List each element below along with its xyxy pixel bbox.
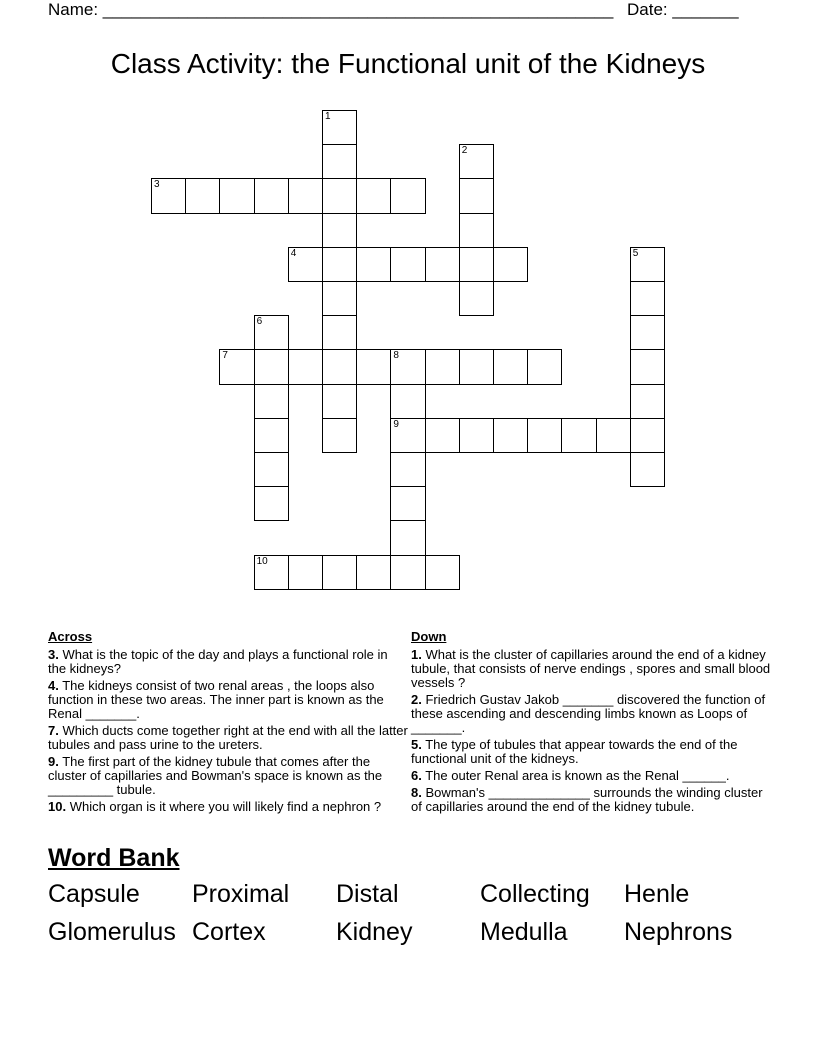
- clue-text: The outer Renal area is known as the Renal ______.: [421, 768, 730, 783]
- crossword-cell[interactable]: [254, 178, 289, 213]
- crossword-cell[interactable]: [390, 418, 425, 453]
- across-clue: [48, 800, 408, 814]
- clue-number-label: 2.: [411, 692, 422, 707]
- page-title: Class Activity: the Functional unit of the Kidneys: [110, 48, 706, 79]
- crossword-cell[interactable]: [493, 349, 528, 384]
- word-bank-word: Nephrons: [624, 918, 733, 946]
- name-line: Name: ______________________________________________________: [48, 0, 614, 19]
- crossword-cell[interactable]: [322, 349, 357, 384]
- across-clue: [48, 724, 408, 752]
- word-bank-word: Glomerulus: [48, 918, 176, 946]
- clue-number-label: 1.: [411, 647, 422, 662]
- crossword-cell[interactable]: [288, 247, 323, 282]
- clue-number-label: 5.: [411, 737, 422, 752]
- crossword-cell[interactable]: [322, 281, 357, 316]
- across-clue-list: [48, 648, 408, 814]
- crossword-cell[interactable]: [356, 247, 391, 282]
- crossword-cell[interactable]: [322, 178, 357, 213]
- clue-text: Which organ is it where you will likely find a nephron ?: [66, 799, 382, 814]
- crossword-cell[interactable]: [425, 418, 460, 453]
- crossword-cell[interactable]: [254, 555, 289, 590]
- crossword-cell[interactable]: [322, 555, 357, 590]
- crossword-cell[interactable]: [288, 178, 323, 213]
- crossword-cell[interactable]: [390, 452, 425, 487]
- word-bank-word: Distal: [336, 880, 399, 908]
- crossword-cell[interactable]: [254, 315, 289, 350]
- crossword-cell[interactable]: [322, 384, 357, 419]
- clue-number-label: 4.: [48, 678, 59, 693]
- clue-text: Bowman's ______________ surrounds the winding cluster of capillaries around the end of the kidney tubule.: [411, 785, 763, 814]
- crossword-cell[interactable]: [630, 452, 665, 487]
- crossword-cell[interactable]: [219, 178, 254, 213]
- clue-text: What is the cluster of capillaries around the end of a kidney tubule, that consists of nerve endings , spores and small blood vessels ?: [411, 647, 771, 690]
- crossword-cell[interactable]: [356, 555, 391, 590]
- crossword-cell[interactable]: [459, 349, 494, 384]
- crossword-cell[interactable]: [630, 281, 665, 316]
- crossword-cell[interactable]: [425, 555, 460, 590]
- down-clues: [411, 630, 771, 817]
- crossword-cell[interactable]: [459, 178, 494, 213]
- crossword-cell[interactable]: [288, 349, 323, 384]
- crossword-cell[interactable]: [185, 178, 220, 213]
- down-heading: Down: [411, 629, 447, 644]
- clue-number: 10: [256, 555, 268, 567]
- crossword-cell[interactable]: [322, 110, 357, 145]
- crossword-cell[interactable]: [254, 486, 289, 521]
- crossword-cell[interactable]: [630, 247, 665, 282]
- crossword-cell[interactable]: [459, 144, 494, 179]
- across-heading: Across: [48, 629, 93, 644]
- crossword-cell[interactable]: [527, 418, 562, 453]
- clue-number: 9: [393, 418, 399, 430]
- crossword-cell[interactable]: [322, 144, 357, 179]
- crossword-cell[interactable]: [459, 213, 494, 248]
- word-bank-title: Word Bank: [48, 844, 180, 872]
- down-clue: [411, 648, 771, 690]
- clue-number: 4: [290, 247, 297, 259]
- clue-number: 3: [154, 179, 160, 191]
- crossword-cell[interactable]: [561, 418, 596, 453]
- down-clue: [411, 769, 771, 783]
- crossword-cell[interactable]: [322, 213, 357, 248]
- crossword-cell[interactable]: [459, 418, 494, 453]
- crossword-cell[interactable]: [527, 349, 562, 384]
- across-clue: [48, 679, 408, 721]
- down-clue: [411, 693, 771, 735]
- clue-text: The kidneys consist of two renal areas , the loops also function in these two areas. The inner part is known as the Renal _______.: [48, 678, 384, 721]
- crossword-cell[interactable]: [390, 349, 425, 384]
- crossword-cell[interactable]: [288, 555, 323, 590]
- clue-number-label: 7.: [48, 723, 59, 738]
- crossword-cell[interactable]: [356, 349, 391, 384]
- crossword-cell[interactable]: [390, 178, 425, 213]
- clue-number-label: 8.: [411, 785, 422, 800]
- crossword-cell[interactable]: [254, 418, 289, 453]
- crossword-cell[interactable]: [630, 315, 665, 350]
- word-bank-word: Kidney: [336, 918, 413, 946]
- clue-text: The type of tubules that appear towards the end of the functional unit of the kidneys.: [411, 737, 738, 766]
- crossword-cell[interactable]: [390, 247, 425, 282]
- word-bank-word: Cortex: [192, 918, 266, 946]
- word-bank-word: Collecting: [480, 880, 590, 908]
- word-bank: [48, 880, 768, 946]
- word-bank-word: Medulla: [480, 918, 568, 946]
- word-bank-word: Henle: [624, 880, 690, 908]
- crossword-cell[interactable]: [459, 247, 494, 282]
- clue-text: The first part of the kidney tubule that comes after the cluster of capillaries and Bowman's space is known as the _________ tubule.: [48, 754, 383, 797]
- clue-number-label: 10.: [48, 799, 67, 814]
- crossword-cell[interactable]: [254, 452, 289, 487]
- clue-number: 1: [325, 111, 331, 122]
- crossword-cell[interactable]: [493, 418, 528, 453]
- clue-text: Friedrich Gustav Jakob _______ discovered the function of these ascending and descending limbs known as Loops of _______.: [411, 692, 766, 735]
- clue-number: 2: [461, 145, 468, 157]
- across-clue: [48, 755, 408, 797]
- word-bank-word: Capsule: [48, 880, 140, 908]
- crossword-cell[interactable]: [356, 178, 391, 213]
- crossword-cell[interactable]: [459, 281, 494, 316]
- crossword-cell[interactable]: [630, 418, 665, 453]
- crossword-cell[interactable]: [254, 384, 289, 419]
- crossword-cell[interactable]: [390, 486, 425, 521]
- crossword-cell[interactable]: [151, 178, 186, 213]
- clue-text: Which ducts come together right at the end with all the latter tubules and pass urine to the ureters.: [48, 723, 408, 752]
- crossword-cell[interactable]: [390, 555, 425, 590]
- crossword-cell[interactable]: [493, 247, 528, 282]
- clue-number-label: 3.: [48, 647, 59, 662]
- crossword-cell[interactable]: [322, 418, 357, 453]
- clue-number-label: 9.: [48, 754, 59, 769]
- across-clues: [48, 630, 408, 817]
- crossword-cell[interactable]: [219, 349, 254, 384]
- crossword-cell[interactable]: [322, 315, 357, 350]
- down-clue: [411, 738, 771, 766]
- across-clue: [48, 648, 408, 676]
- down-clue: [411, 786, 771, 814]
- word-bank-word: Proximal: [192, 880, 290, 908]
- crossword-cell[interactable]: [425, 349, 460, 384]
- down-clue-list: [411, 648, 771, 814]
- crossword-cell[interactable]: [596, 418, 631, 453]
- clue-number: 5: [632, 247, 639, 259]
- crossword-cell[interactable]: [254, 349, 289, 384]
- crossword-cell[interactable]: [390, 384, 425, 419]
- crossword-cell[interactable]: [630, 384, 665, 419]
- crossword-cell[interactable]: [425, 247, 460, 282]
- clue-number-label: 6.: [411, 768, 422, 783]
- crossword-cell[interactable]: [322, 247, 357, 282]
- clue-number: 6: [256, 316, 263, 328]
- date-line: Date: _______: [627, 0, 739, 19]
- clue-text: What is the topic of the day and plays a functional role in the kidneys?: [48, 647, 388, 676]
- crossword-cell[interactable]: [630, 349, 665, 384]
- clue-number: 8: [393, 350, 399, 362]
- clue-number: 7: [222, 350, 228, 362]
- crossword-cell[interactable]: [390, 520, 425, 555]
